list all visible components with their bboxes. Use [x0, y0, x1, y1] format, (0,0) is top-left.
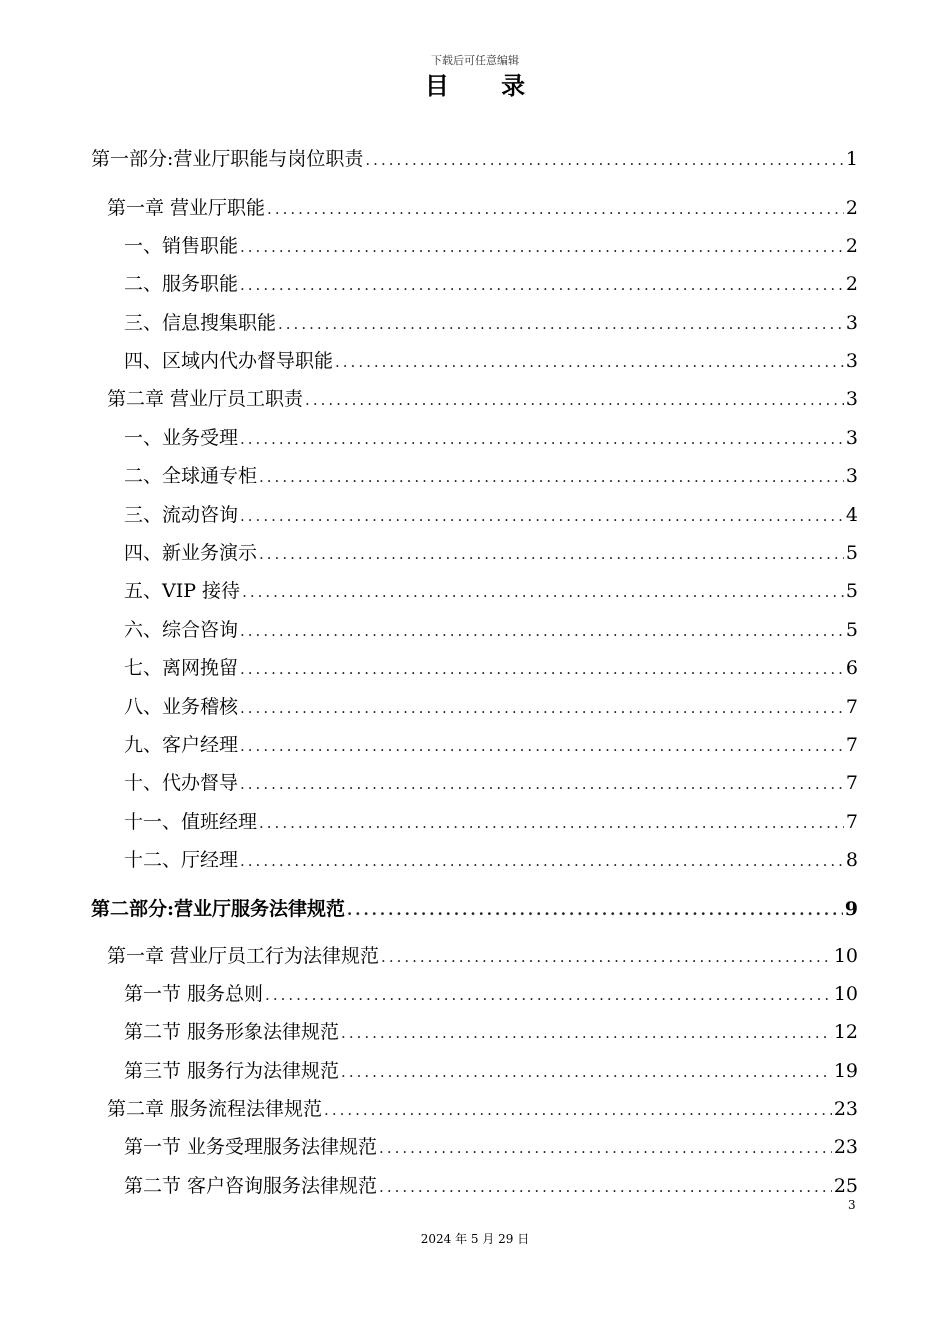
toc-leader-dots — [259, 464, 844, 490]
toc-entry-chapter — [107, 943, 858, 970]
toc-entry-section — [124, 540, 858, 567]
toc-entry-section — [124, 1173, 858, 1200]
toc-entry-title: 第一章 营业厅员工行为法律规范 — [107, 945, 380, 967]
toc-entry-title: 第二部分:营业厅服务法律规范 — [91, 898, 346, 920]
toc-entry-page: 3 — [845, 312, 858, 334]
toc-leader-dots — [267, 196, 844, 222]
toc-entry-page: 3 — [845, 350, 858, 372]
page-number: 3 — [848, 1198, 856, 1212]
toc-leader-dots — [240, 656, 844, 682]
toc-entry-section — [124, 578, 858, 605]
toc-leader-dots — [379, 1135, 832, 1161]
toc-entry-title: 四、新业务演示 — [124, 542, 258, 564]
toc-leader-dots — [240, 733, 844, 759]
toc-entry-section — [124, 617, 858, 644]
toc-entry-chapter — [107, 386, 858, 413]
toc-leader-dots — [341, 1059, 832, 1085]
toc-entry-page: 3 — [845, 465, 858, 487]
toc-entry-title: 一、销售职能 — [124, 235, 239, 257]
toc-entry-page: 2 — [845, 197, 858, 219]
toc-entry-page: 5 — [845, 619, 858, 641]
toc-entry-section — [124, 463, 858, 490]
toc-leader-dots — [240, 618, 844, 644]
toc-entry-title: 九、客户经理 — [124, 734, 239, 756]
toc-entry-page: 5 — [845, 580, 858, 602]
toc-leader-dots — [240, 272, 844, 298]
toc-entry-page: 9 — [844, 898, 858, 920]
toc-entry-title: 第一章 营业厅职能 — [107, 197, 266, 219]
toc-entry-title: 第二节 客户咨询服务法律规范 — [124, 1175, 378, 1197]
toc-leader-dots — [381, 944, 832, 970]
toc-entry-page: 3 — [845, 427, 858, 449]
header-watermark: 下载后可任意编辑 — [431, 54, 519, 67]
toc-entry-title: 二、服务职能 — [124, 273, 239, 295]
toc-leader-dots — [365, 147, 844, 173]
toc-entry-part — [91, 896, 858, 923]
toc-entry-title: 十二、厅经理 — [124, 849, 239, 871]
toc-entry-page: 2 — [845, 235, 858, 257]
toc-leader-dots — [379, 1174, 832, 1200]
toc-entry-page: 4 — [845, 504, 858, 526]
toc-entry-page: 1 — [845, 148, 858, 170]
toc-entry-title: 四、区域内代办督导职能 — [124, 350, 334, 372]
toc-entry-page: 7 — [845, 772, 858, 794]
toc-entry-page: 10 — [833, 945, 858, 967]
toc-entry-title: 十、代办督导 — [124, 772, 239, 794]
toc-entry-title: 一、业务受理 — [124, 427, 239, 449]
toc-leader-dots — [242, 579, 844, 605]
toc-leader-dots — [259, 541, 844, 567]
toc-leader-dots — [278, 311, 844, 337]
toc-entry-section — [124, 847, 858, 874]
toc-leader-dots — [240, 503, 844, 529]
toc-entry-page: 6 — [845, 657, 858, 679]
toc-entry-title: 第二章 营业厅员工职责 — [107, 388, 304, 410]
toc-entry-title: 第一节 服务总则 — [124, 983, 264, 1005]
page-title: 目 录 — [424, 71, 548, 100]
toc-entry-part — [91, 146, 858, 173]
toc-entry-chapter — [107, 1096, 858, 1123]
toc-entry-title: 第二章 服务流程法律规范 — [107, 1098, 323, 1120]
toc-leader-dots — [324, 1097, 832, 1123]
toc-leader-dots — [240, 695, 844, 721]
toc-leader-dots — [341, 1020, 832, 1046]
toc-entry-page: 7 — [845, 811, 858, 833]
toc-leader-dots — [265, 982, 832, 1008]
footer-date: 2024 年 5 月 29 日 — [420, 1232, 530, 1246]
toc-entry-section — [124, 809, 858, 836]
toc-entry-page: 3 — [845, 388, 858, 410]
toc-entry-page: 23 — [833, 1098, 858, 1120]
toc-entry-page: 23 — [833, 1136, 858, 1158]
toc-entry-chapter — [107, 195, 858, 222]
toc-entry-title: 二、全球通专柜 — [124, 465, 258, 487]
toc-leader-dots — [240, 234, 844, 260]
toc-entry-section — [124, 655, 858, 682]
toc-entry-page: 10 — [833, 983, 858, 1005]
toc-entry-section — [124, 732, 858, 759]
toc-leader-dots — [240, 771, 844, 797]
toc-entry-title: 第三节 服务行为法律规范 — [124, 1060, 340, 1082]
toc-entry-page: 8 — [845, 849, 858, 871]
toc-entry-section — [124, 1134, 858, 1161]
toc-entry-title: 三、流动咨询 — [124, 504, 239, 526]
toc-entry-section — [124, 233, 858, 260]
toc-entry-title: 六、综合咨询 — [124, 619, 239, 641]
toc-leader-dots — [240, 848, 844, 874]
toc-entry-section — [124, 770, 858, 797]
toc-entry-title: 第二节 服务形象法律规范 — [124, 1021, 340, 1043]
toc-entry-page: 7 — [845, 696, 858, 718]
toc-entry-title: 三、信息搜集职能 — [124, 312, 277, 334]
toc-entry-title: 五、VIP 接待 — [124, 580, 241, 602]
toc-entry-section — [124, 271, 858, 298]
toc-entry-title: 十一、值班经理 — [124, 811, 258, 833]
toc-entry-title: 七、离网挽留 — [124, 657, 239, 679]
toc-leader-dots — [305, 387, 844, 413]
toc-entry-page: 19 — [833, 1060, 858, 1082]
toc-leader-dots — [347, 897, 843, 923]
toc-entry-page: 25 — [833, 1175, 858, 1197]
toc-entry-title: 第一部分:营业厅职能与岗位职责 — [91, 148, 364, 170]
toc-entry-section — [124, 1058, 858, 1085]
toc-leader-dots — [335, 349, 844, 375]
toc-entry-title: 八、业务稽核 — [124, 696, 239, 718]
toc-entry-page: 2 — [845, 273, 858, 295]
toc-entry-title: 第一节 业务受理服务法律规范 — [124, 1136, 378, 1158]
toc-entry-section — [124, 348, 858, 375]
toc-entry-section — [124, 310, 858, 337]
toc-entry-page: 7 — [845, 734, 858, 756]
toc-entry-section — [124, 425, 858, 452]
toc-entry-section — [124, 1019, 858, 1046]
toc-leader-dots — [259, 810, 844, 836]
toc-entry-section — [124, 502, 858, 529]
toc-entry-section — [124, 981, 858, 1008]
toc-entry-page: 12 — [833, 1021, 858, 1043]
toc-entry-section — [124, 694, 858, 721]
toc-entry-page: 5 — [845, 542, 858, 564]
toc-leader-dots — [240, 426, 844, 452]
